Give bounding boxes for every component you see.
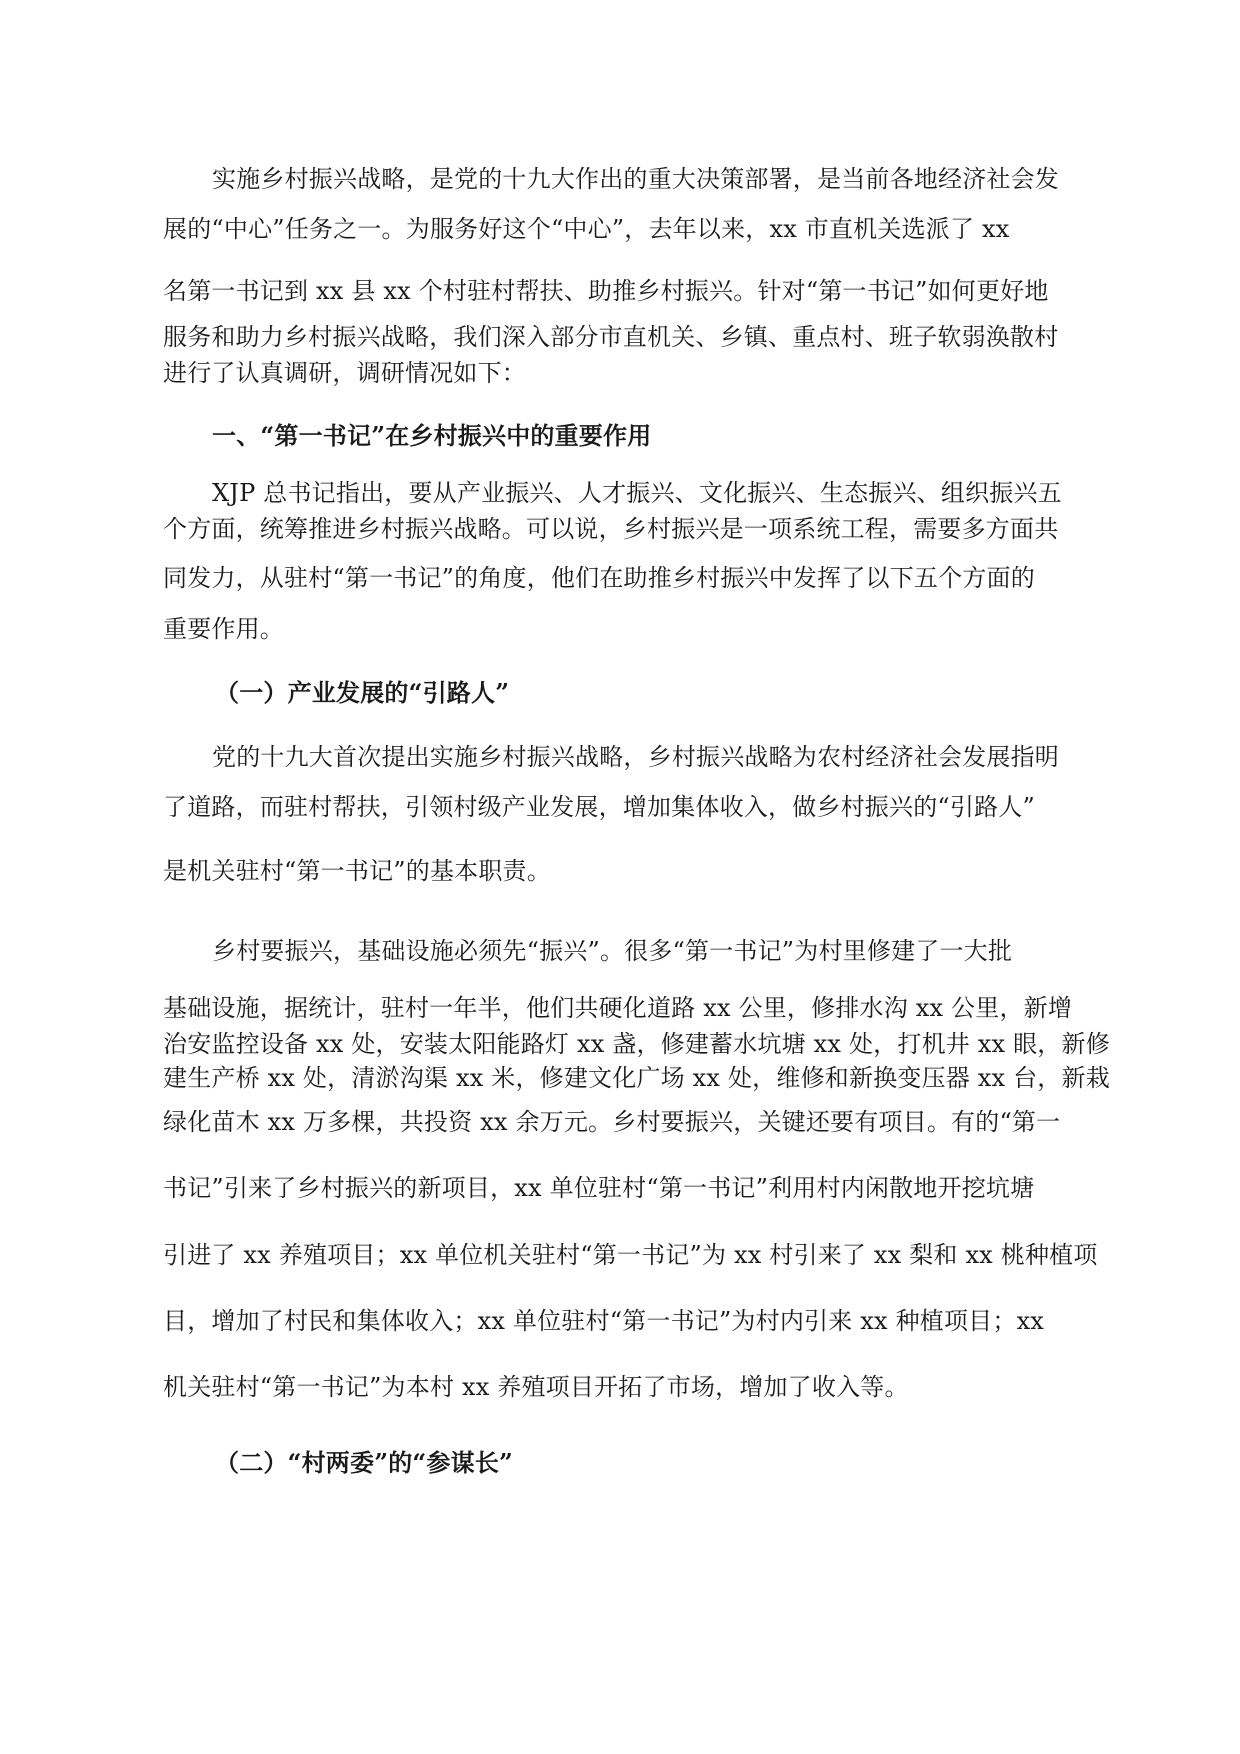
subsection-1-p2-line-5: 绿化苗木 xx 万多棵，共投资 xx 余万元。乡村要振兴，关键还要有项目。有的“第一 [163,1108,1061,1136]
subsection-1-p2-line-6: 书记”引来了乡村振兴的新项目，xx 单位驻村“第一书记”利用村内闲散地开挖坑塘 [163,1174,1035,1202]
section-1-line-4: 重要作用。 [163,615,284,643]
subsection-1-p1-line-1: 党的十九大首次提出实施乡村振兴战略，乡村振兴战略为农村经济社会发展指明 [212,743,1059,771]
subsection-1-p1-line-3: 是机关驻村“第一书记”的基本职责。 [163,857,551,885]
section-1-line-1: XJP 总书记指出，要从产业振兴、人才振兴、文化振兴、生态振兴、组织振兴五 [212,479,1062,507]
subsection-2-heading: （二）“村两委”的“参谋长” [215,1448,514,1477]
intro-line-2: 展的“中心”任务之一。为服务好这个“中心”，去年以来，xx 市直机关选派了 xx [163,215,1010,243]
intro-line-1: 实施乡村振兴战略，是党的十九大作出的重大决策部署，是当前各地经济社会发 [212,165,1059,193]
subsection-1-heading: （一）产业发展的“引路人” [215,678,510,707]
subsection-1-p2-line-7: 引进了 xx 养殖项目；xx 单位机关驻村“第一书记”为 xx 村引来了 xx 梨和 xx 桃种植项 [163,1241,1098,1269]
section-1-line-3: 同发力，从驻村“第一书记”的角度，他们在助推乡村振兴中发挥了以下五个方面的 [163,564,1035,592]
subsection-1-p2-line-8: 目，增加了村民和集体收入；xx 单位驻村“第一书记”为村内引来 xx 种植项目；xx [163,1307,1045,1335]
section-1-line-2: 个方面，统筹推进乡村振兴战略。可以说，乡村振兴是一项系统工程，需要多方面共 [163,515,1059,543]
intro-line-3: 名第一书记到 xx 县 xx 个村驻村帮扶、助推乡村振兴。针对“第一书记”如何更好地 [163,277,1049,305]
subsection-1-p2-line-3: 治安监控设备 xx 处，安装太阳能路灯 xx 盏，修建蓄水坑塘 xx 处，打机井 xx 眼，新修 [163,1030,1110,1058]
subsection-1-p2-line-1: 乡村要振兴，基础设施必须先“振兴”。很多“第一书记”为村里修建了一大批 [212,937,1013,965]
subsection-1-p2-line-4: 建生产桥 xx 处，清淤沟渠 xx 米，修建文化广场 xx 处，维修和新换变压器 xx 台，新栽 [163,1064,1110,1092]
intro-line-4: 服务和助力乡村振兴战略，我们深入部分市直机关、乡镇、重点村、班子软弱涣散村 [163,323,1059,351]
intro-line-5: 进行了认真调研，调研情况如下： [163,359,526,387]
subsection-1-p2-line-9: 机关驻村“第一书记”为本村 xx 养殖项目开拓了市场，增加了收入等。 [163,1373,909,1401]
subsection-1-p1-line-2: 了道路，而驻村帮扶，引领村级产业发展，增加集体收入，做乡村振兴的“引路人” [163,793,1035,821]
section-1-heading: 一、“第一书记”在乡村振兴中的重要作用 [212,421,652,450]
subsection-1-p2-line-2: 基础设施，据统计，驻村一年半，他们共硬化道路 xx 公里，修排水沟 xx 公里，新增 [163,994,1073,1022]
